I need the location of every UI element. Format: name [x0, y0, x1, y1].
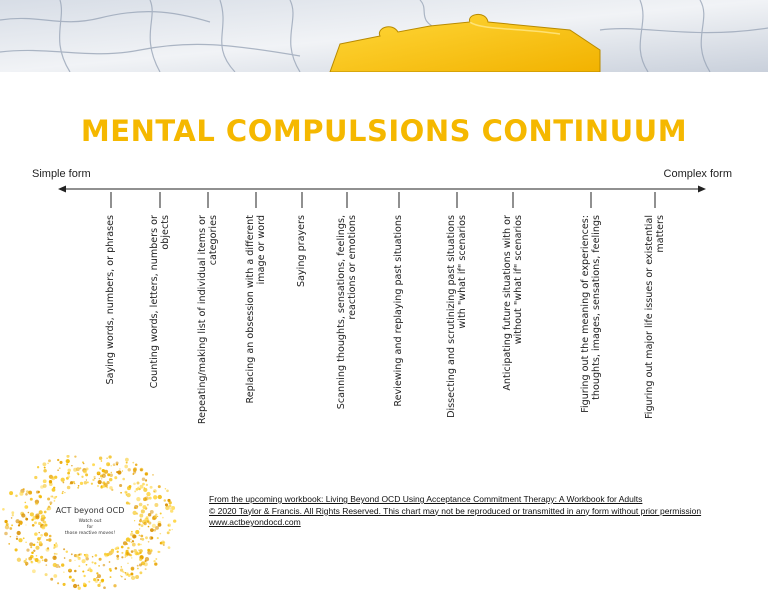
item-label-1: Counting words, letters, numbers or objects	[148, 215, 171, 389]
item-label-2: Repeating/making list of individual items or categories	[196, 215, 219, 425]
footer-credits	[209, 494, 701, 529]
item-label-5: Scanning thoughts, sensations, feelings, reactions or emotions	[335, 215, 358, 410]
item-label-9: Figuring out the meaning of experiences: thoughts, images, sensations, feelings	[579, 215, 602, 413]
footer-website-link[interactable]: www.actbeyondocd.com	[209, 517, 301, 527]
item-label-4: Saying prayers	[296, 215, 308, 287]
simple-form-label: Simple form	[32, 168, 91, 180]
item-label-8: Anticipating future situations with or without "what if" scenarios	[501, 215, 524, 391]
right-arrowhead	[698, 186, 706, 193]
footer-copyright: © 2020 Taylor & Francis. All Rights Reserved. This chart may not be reproduced or transmitted in any form without prior permission	[209, 505, 702, 516]
puzzle-banner-image	[0, 0, 768, 72]
logo-tagline-3: those reactive moves!	[64, 531, 116, 536]
item-label-3: Replacing an obsession with a different image or word	[244, 215, 267, 404]
left-arrowhead	[58, 186, 66, 193]
page-title: MENTAL COMPULSIONS CONTINUUM	[80, 114, 688, 148]
logo-tagline-2: for	[86, 525, 94, 530]
item-label-0: Saying words, numbers, or phrases	[105, 215, 117, 385]
logo-tagline-1: Watch out	[78, 519, 102, 524]
item-label-6: Reviewing and replaying past situations	[393, 215, 405, 407]
item-label-10: Figuring out major life issues or existential matters	[643, 215, 666, 420]
complex-form-label: Complex form	[663, 168, 732, 180]
logo-name: ACT beyond OCD	[55, 506, 125, 515]
footer-source: From the upcoming workbook: Living Beyond OCD Using Acceptance Commitment Therapy: A Workbook for Adults	[209, 494, 643, 504]
item-label-7: Dissecting and scrutinizing past situations with "what if" scenarios	[445, 215, 468, 418]
